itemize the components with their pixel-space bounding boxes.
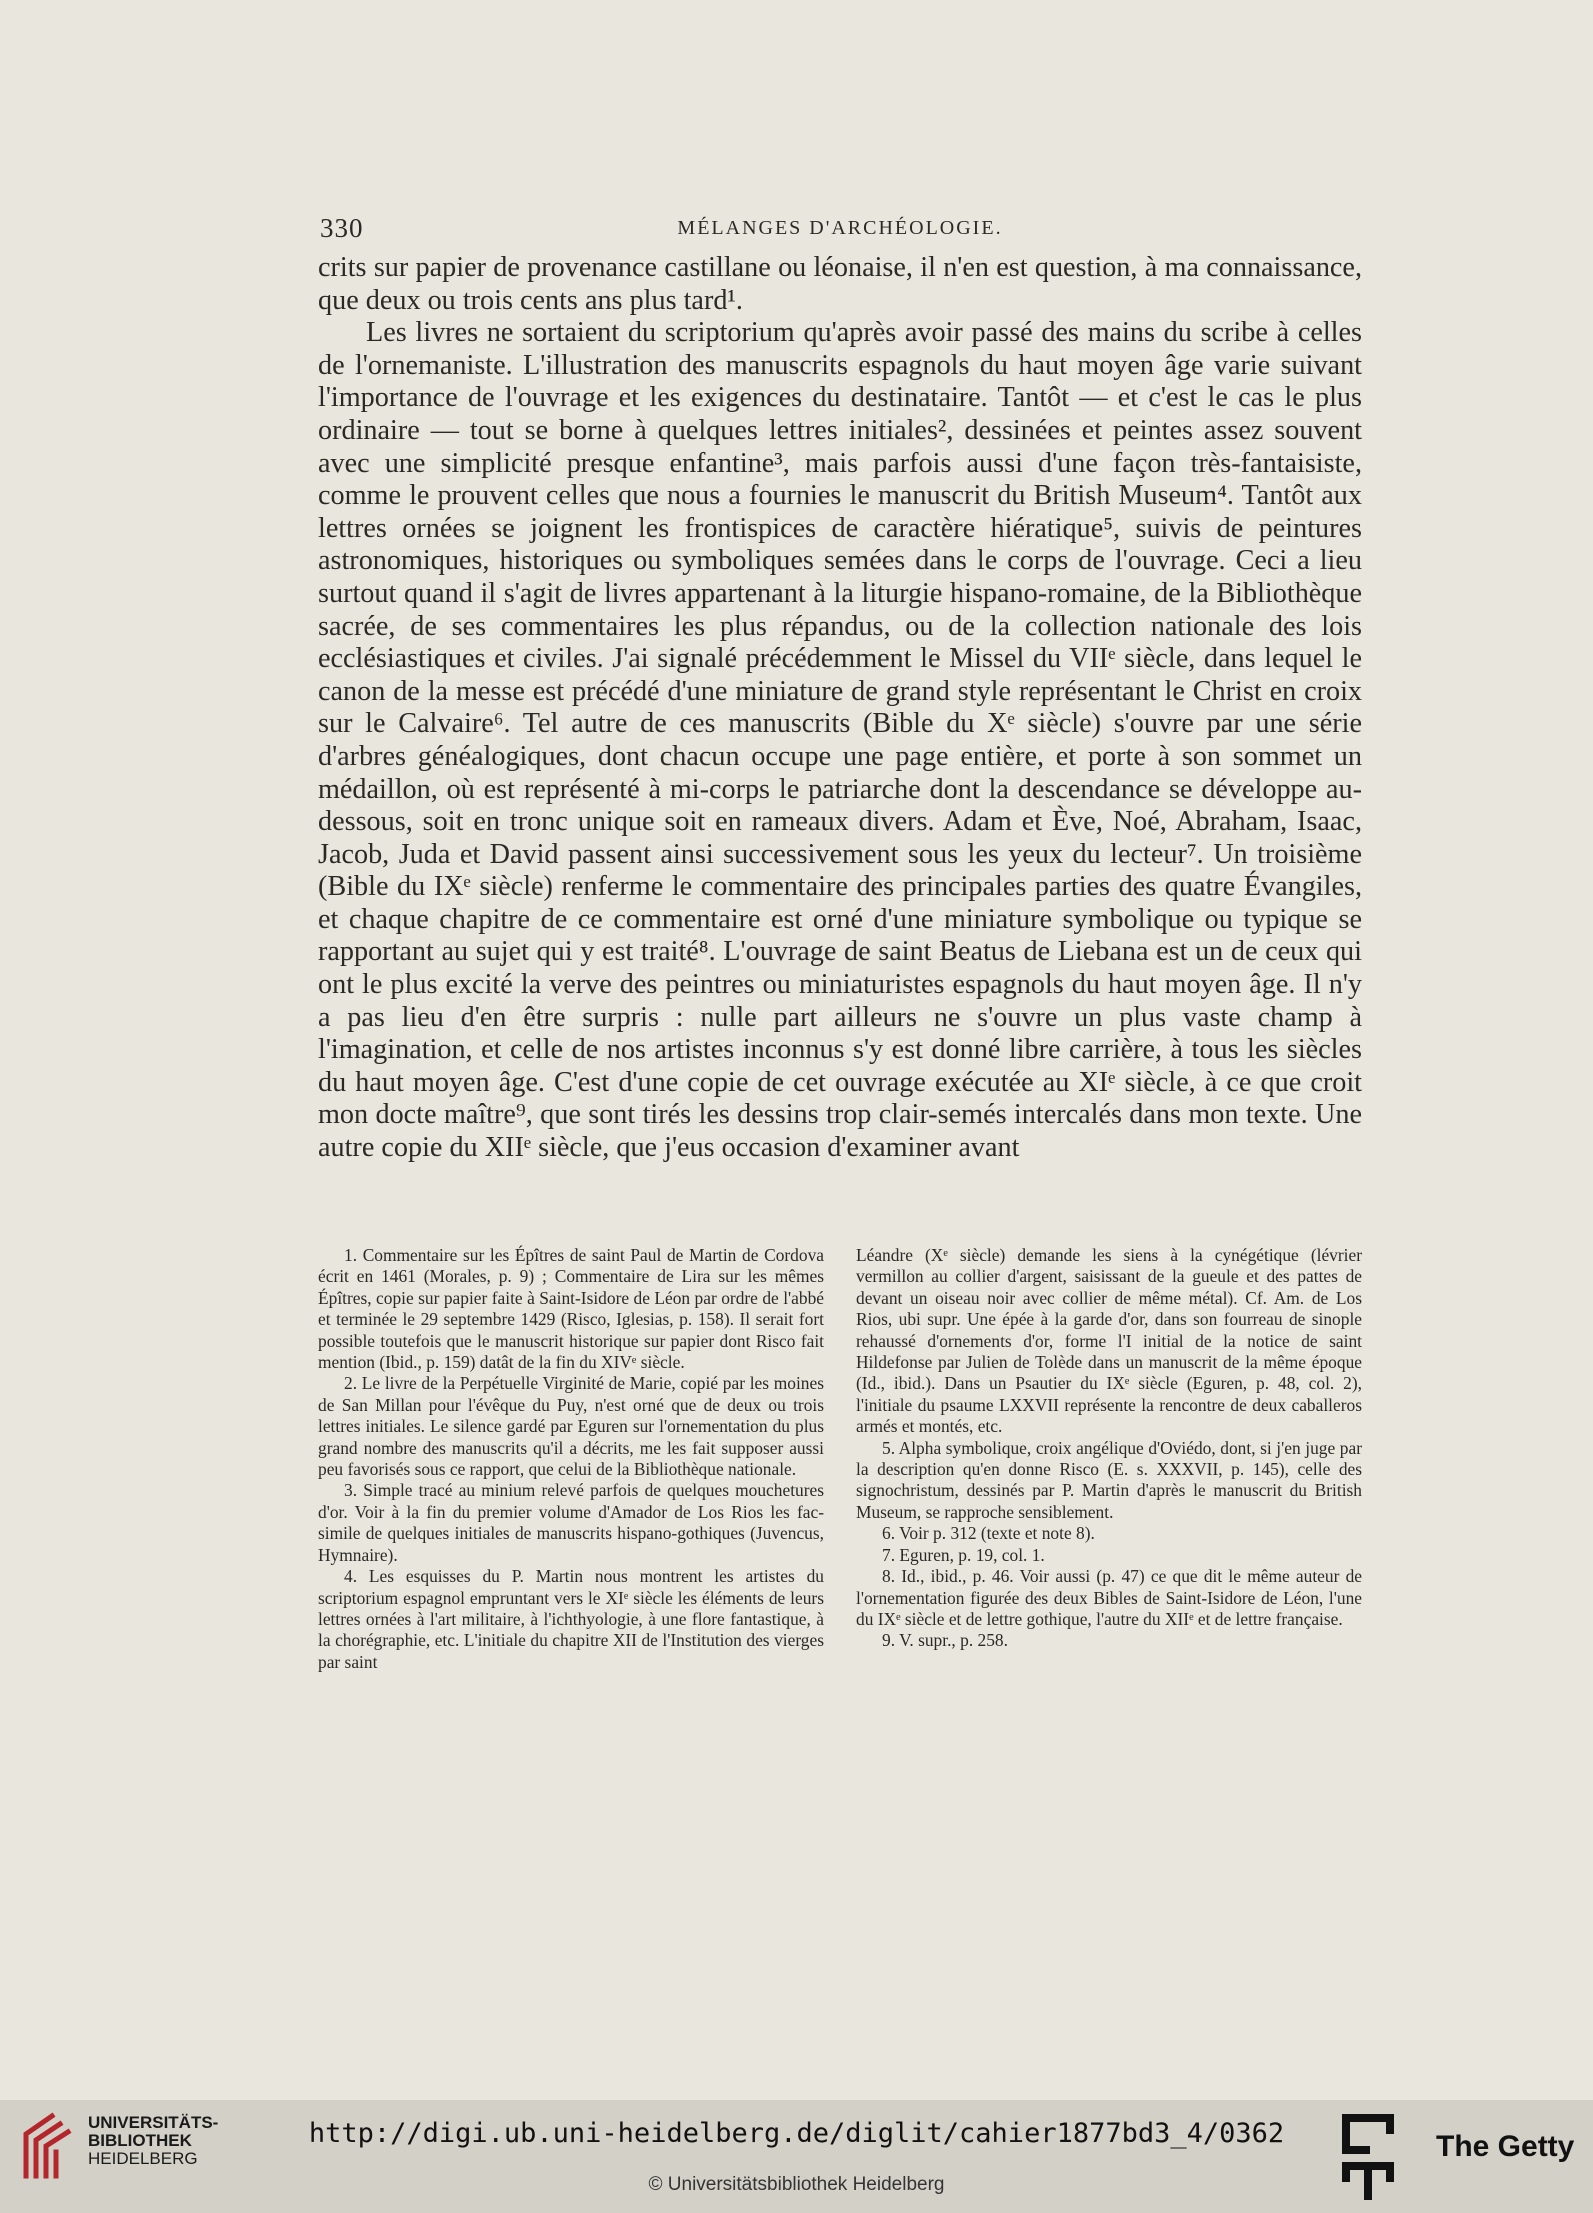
footnote-9: 9. V. supr., p. 258. <box>882 1630 1008 1651</box>
footnote-4: 4. Les esquisses du P. Martin nous montrent les artistes du scriptorium espagnol empruntant vers le XIᵉ siècle les éléments de leurs lettres ornées à l'art militaire, à l'ichthyologie, à une flore fantastique, à la chorégraphie, etc. L'initiale du chapitre XII de l'Institution des vierges par saint <box>318 1566 824 1672</box>
footnote-2: 2. Le livre de la Perpétuelle Virginité de Marie, copié par les moines de San Millan pour l'évêque du Puy, n'est orné que de deux ou trois lettres initiales. Le silence gardé par Eguren sur l'ornementation du plus grand nombre des manuscrits qu'il a décrits, me les fait supposer aussi peu favorisés sous ce rapport, que celui de la Bibliothèque nationale. <box>318 1373 824 1480</box>
footnotes-right-column <box>856 1245 1362 1673</box>
permalink-url[interactable]: http://digi.ub.uni-heidelberg.de/diglit/cahier1877bd3_4/0362 <box>308 2118 1285 2149</box>
body-paragraph-2: Les livres ne sortaient du scriptorium qu'après avoir passé des mains du scribe à celles de l'ornemaniste. L'illustration des manuscrits espagnols du haut moyen âge varie suivant l'importance de l'ouvrage et les exigences du destinataire. Tantôt — et c'est le cas le plus ordinaire — tout se borne à quelques lettres initiales², dessinées et peintes assez souvent avec une simplicité presque enfantine³, mais parfois aussi d'une façon très-fantaisiste, comme le prouvent celles que nous a fournies le manuscrit du British Museum⁴. Tantôt aux lettres ornées se joignent les frontispices de caractère hiératique⁵, suivis de peintures astronomiques, historiques ou symboliques semées dans le corps de l'ouvrage. Ceci a lieu surtout quand il s'agit de livres appartenant à la liturgie hispano-romaine, de la Bibliothèque sacrée, de ses commentaires les plus répandus, ou de la collection nationale des lois ecclésiastiques et civiles. J'ai signalé précédemment le Missel du VIIᵉ siècle, dans lequel le canon de la messe est précédé d'une miniature de grand style représentant le Christ en croix sur le Calvaire⁶. Tel autre de ces manuscrits (Bible du Xᵉ siècle) s'ouvre par une série d'arbres généalogiques, dont chacun occupe une page entière, et porte à son sommet un médaillon, où est représenté à mi-corps le patriarche dont la descendance se développe au-dessous, soit en tronc unique soit en rameaux divers. Adam et Ève, Noé, Abraham, Isaac, Jacob, Juda et David passent ainsi successivement sous les yeux du lecteur⁷. Un troisième (Bible du IXᵉ siècle) renferme le commentaire des principales parties des quatre Évangiles, et chaque chapitre de ce commentaire est orné d'une miniature symbolique ou typique se rapportant au sujet qui y est traité⁸. L'ouvrage de saint Beatus de Liebana est un de ceux qui ont le plus excité la verve des peintres ou miniaturistes espagnols du haut moyen âge. Il n'y a pas lieu d'en être surpris : nulle part ailleurs ne s'ouvre un plus vaste champ à l'imagination, et celle de nos artistes inconnus s'y est donné libre carrière, à tous les siècles du haut moyen âge. C'est d'une copie de cet ouvrage exécutée au XIᵉ siècle, à ce que croit mon docte maître⁹, que sont tirés les dessins trop clair-semés intercalés dans mon texte. Une autre copie du XIIᵉ siècle, que j'eus occasion d'examiner avant <box>318 317 1362 1164</box>
footnote-5: 5. Alpha symbolique, croix angélique d'Oviédo, dont, si j'en juge par la description qu'en donne Risco (E. s. XXXVII, p. 145), celle des signochristum, dessinés par P. Martin d'après le manuscrit du British Museum, se rapproche sensiblement. <box>856 1437 1362 1522</box>
footnote-6: 6. Voir p. 312 (texte et note 8). <box>882 1523 1095 1544</box>
footnote-8: 8. Id., ibid., p. 46. Voir aussi (p. 47) ce que dit le même auteur de l'ornementation figurée des deux Bibles de Saint-Isidore de Léon, l'une du IXᵉ siècle et de lettre gothique, l'autre du XIIᵉ et de lettre française. <box>856 1566 1362 1629</box>
page-number: 330 <box>320 213 364 243</box>
footnotes-left-column <box>318 1245 824 1673</box>
library-line-3: HEIDELBERG <box>88 2149 198 2168</box>
running-title: MÉLANGES D'ARCHÉOLOGIE. <box>677 217 1003 239</box>
library-line-1: UNIVERSITÄTS- <box>88 2113 219 2132</box>
getty-name: The Getty <box>1436 2130 1575 2163</box>
page-header <box>320 213 1360 245</box>
getty-logo-icon <box>1338 2110 1398 2206</box>
footnote-7: 7. Eguren, p. 19, col. 1. <box>882 1544 1045 1565</box>
body-text <box>318 252 1362 1165</box>
library-line-2: BIBLIOTHEK <box>88 2131 192 2150</box>
footnote-1: 1. Commentaire sur les Épîtres de saint Paul de Martin de Cordova écrit en 1461 (Morales, p. 9) ; Commentaire de Lira sur les mêmes Épîtres, copie sur papier faite à Saint-Isidore de Léon par ordre de l'abbé et terminée le 29 septembre 1429 (Risco, Iglesias, p. 158). Il serait fort possible toutefois que le manuscrit historique sur papier dont Risco fait mention (Ibid., p. 159) datât de la fin du XIVᵉ siècle. <box>318 1245 824 1373</box>
body-paragraph-1: crits sur papier de provenance castillane ou léonaise, il n'en est question, à ma connaissance, que deux ou trois cents ans plus tard¹. <box>318 252 1362 316</box>
footnote-4-continued: Léandre (Xᵉ siècle) demande les siens à la cynégétique (lévrier vermillon au collier d'argent, saisissant de la gueule et des pattes de devant un oiseau noir avec collier de même métal). Cf. Am. de Los Rios, ubi supr. Une épée à la garde d'or, dans son fourreau de sinople rehaussé d'ornements d'or, forme l'I initial de la notice de saint Hildefonse par Julien de Tolède dans un manuscrit de la même époque (Id., ibid.). Dans un Psautier du IXᵉ siècle (Eguren, p. 48, col. 2), l'initiale du psaume LXXVII représente la rencontre de deux caballeros armés et montés, etc. <box>856 1245 1362 1437</box>
copyright-notice: © Universitätsbibliothek Heidelberg <box>648 2174 945 2195</box>
footnote-3: 3. Simple tracé au minium relevé parfois de quelques mouchetures d'or. Voir à la fin du premier volume d'Amador de Los Rios les fac-simile de quelques initiales de manuscrits hispano-gothiques (Juvencus, Hymnaire). <box>318 1480 824 1565</box>
footnotes <box>318 1245 1362 1673</box>
